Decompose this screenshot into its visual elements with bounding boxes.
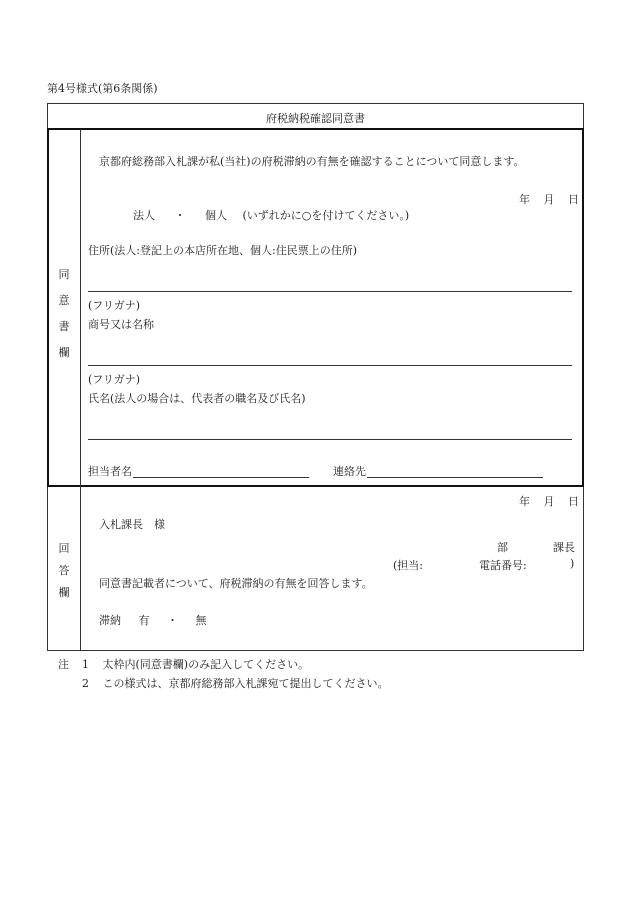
type-instruction: (いずれかに○を付けてください。) bbox=[242, 209, 410, 222]
reply-date-year: 年 bbox=[519, 495, 530, 508]
type-separator: ・ bbox=[174, 209, 186, 222]
name-field[interactable] bbox=[88, 439, 572, 440]
trade-name-label: 商号又は名称 bbox=[88, 318, 154, 331]
label-column-divider bbox=[80, 129, 81, 651]
trade-name-field[interactable] bbox=[88, 365, 572, 366]
furigana-label-1: (フリガナ) bbox=[88, 299, 141, 312]
consent-box-right bbox=[582, 128, 584, 486]
option-separator: ・ bbox=[167, 614, 178, 627]
furigana-label-2: (フリガナ) bbox=[88, 373, 141, 386]
contact-field[interactable] bbox=[367, 477, 543, 478]
reply-date bbox=[519, 493, 579, 509]
delinquency-label: 滞納 bbox=[99, 614, 121, 627]
reply-date-day: 日 bbox=[568, 495, 579, 508]
note-number: 2 bbox=[82, 677, 89, 690]
person-in-charge-field[interactable] bbox=[133, 477, 309, 478]
date-month: 月 bbox=[543, 193, 555, 206]
person-in-charge-label: 担当者名 bbox=[88, 465, 132, 478]
form-title: 府税納税確認同意書 bbox=[266, 112, 365, 125]
note-text: この様式は、京都府総務部入札課宛て提出してください。 bbox=[102, 677, 389, 690]
note-item bbox=[82, 675, 389, 691]
reply-close-paren: ) bbox=[570, 557, 575, 570]
name-label: 氏名(法人の場合は、代表者の職名及び氏名) bbox=[88, 392, 306, 405]
date-year: 年 bbox=[519, 193, 530, 206]
applicant-type-row bbox=[133, 207, 409, 223]
delinquency-row bbox=[99, 612, 207, 628]
option-yes[interactable]: 有 bbox=[138, 614, 150, 627]
address-label: 住所(法人:登記上の本店所在地、個人:住民票上の住所) bbox=[88, 244, 357, 257]
consent-box-top bbox=[47, 128, 584, 130]
consent-statement: 京都府総務部入札課が私(当社)の府税滞納の有無を確認することについて同意します。 bbox=[99, 155, 525, 168]
type-individual[interactable]: 個人 bbox=[205, 209, 227, 222]
reply-addressee: 入札課長 様 bbox=[99, 518, 165, 531]
type-corporation[interactable]: 法人 bbox=[133, 209, 155, 222]
form-bottom-border bbox=[47, 650, 584, 651]
consent-date bbox=[519, 191, 579, 207]
address-field[interactable] bbox=[88, 291, 572, 292]
reply-phone-label: 電話番号: bbox=[479, 559, 527, 572]
date-day: 日 bbox=[568, 193, 579, 206]
dept-label: 部 bbox=[497, 541, 508, 554]
contact-label: 連絡先 bbox=[333, 465, 366, 478]
reply-in-charge: (担当: bbox=[393, 559, 423, 572]
form-number: 第4号様式(第6条関係) bbox=[47, 82, 158, 95]
option-no[interactable]: 無 bbox=[195, 614, 207, 627]
reply-answer-text: 同意書記載者について、府税滞納の有無を回答します。 bbox=[99, 577, 373, 590]
form-top-border bbox=[47, 103, 584, 104]
note-item bbox=[82, 656, 309, 672]
consent-box-bottom bbox=[47, 485, 584, 487]
chief-label: 課長 bbox=[553, 541, 575, 554]
reply-date-month: 月 bbox=[543, 495, 555, 508]
note-number: 1 bbox=[82, 658, 89, 671]
notes-label: 注 bbox=[58, 658, 69, 671]
note-text: 太枠内(同意書欄)のみ記入してください。 bbox=[102, 658, 310, 671]
